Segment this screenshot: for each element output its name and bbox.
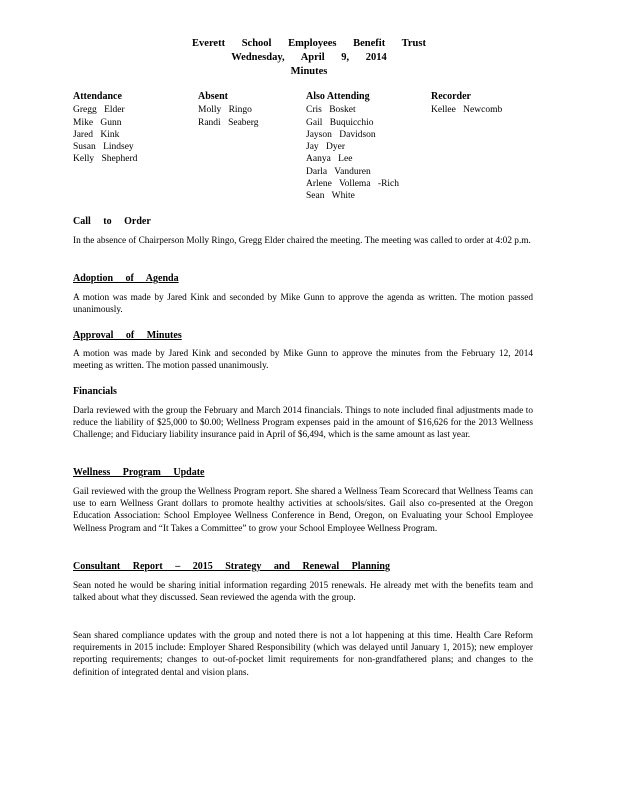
attendee-name: Kelly Shepherd — [73, 154, 138, 165]
section-paragraph: In the absence of Chairperson Molly Ringo, Gregg Elder chaired the meeting. The meeting was called to order at 4:02 p.m. — [73, 236, 531, 246]
section-heading-wellness-program-update: Wellness Program Update — [73, 467, 205, 478]
column-heading: Also Attending — [306, 91, 370, 102]
also-attending-column — [306, 91, 399, 203]
section-paragraph: Sean noted he would be sharing initial information regarding 2015 renewals. He already met with the benefits team and talked about what they discussed. Sean reviewed the agenda with the group. — [73, 581, 533, 604]
section-heading-consultant-report: Consultant Report – 2015 Strategy and Renewal Planning — [73, 561, 390, 572]
section-heading-approval-of-minutes: Approval of Minutes — [73, 330, 182, 341]
document-subtitle: Minutes — [290, 66, 328, 77]
attendee-name: Mike Gunn — [73, 117, 122, 128]
guest-name: Jayson Davidson — [306, 129, 376, 140]
section-heading-adoption-of-agenda: Adoption of Agenda — [73, 273, 179, 284]
section-paragraph: A motion was made by Jared Kink and seconded by Mike Gunn to approve the minutes from the February 12, 2014 meeting as written. The motion passed unanimously. — [73, 349, 533, 372]
absent-name: Randi Seaberg — [198, 117, 259, 128]
section-paragraph: Darla reviewed with the group the February and March 2014 financials. Things to note included final adjustments made to reduce the liability of $25,000 to $0.00; Wellness Program expenses paid in the amount of $16,626 for the 2013 Wellness Challenge; and Fiduciary liability insurance paid in April of $6,494, which is the same amount as last year. — [73, 406, 533, 441]
section-heading-call-to-order: Call to Order — [73, 216, 151, 227]
column-heading: Absent — [198, 91, 229, 102]
meeting-date: Wednesday, April 9, 2014 — [231, 52, 387, 63]
attendee-name: Susan Lindsey — [73, 142, 134, 153]
column-heading: Recorder — [431, 91, 471, 102]
absent-column — [198, 91, 259, 129]
attendee-name: Gregg Elder — [73, 105, 125, 116]
section-paragraph: A motion was made by Jared Kink and seconded by Mike Gunn to approve the agenda as written. The motion passed unanimously. — [73, 293, 533, 316]
guest-name: Gail Buquicchio — [306, 117, 374, 128]
guest-name: Aanya Lee — [306, 154, 353, 165]
section-paragraph: Sean shared compliance updates with the group and noted there is not a lot happening at this time. Health Care Reform requirements in 2015 include: Employer Shared Responsibility (which was delayed until January 1, 2015); new employer reporting requirements; changes to out-of-pocket limit requirements for non-grandfathered plans; and changes to the definition of integrated dental and vision plans. — [73, 631, 533, 678]
document-title: Everett School Employees Benefit Trust — [192, 38, 426, 49]
section-heading-financials: Financials — [73, 386, 117, 397]
guest-name: Jay Dyer — [306, 142, 346, 153]
column-heading: Attendance — [73, 91, 122, 102]
attendee-name: Jared Kink — [73, 129, 120, 140]
guest-name: Sean White — [306, 191, 355, 202]
guest-name: Cris Bosket — [306, 105, 356, 116]
guest-name: Arlene Vollema -Rich — [306, 179, 400, 190]
guest-name: Darla Vanduren — [306, 166, 371, 177]
recorder-column — [431, 91, 502, 117]
attendance-column — [73, 91, 137, 166]
recorder-name: Kellee Newcomb — [431, 105, 503, 116]
section-paragraph: Gail reviewed with the group the Wellness Program report. She shared a Wellness Team Scorecard that Wellness Teams can use to earn Wellness Grant dollars to promote healthy activities at schools/sites. Gail also co-presented at the Oregon Education Association: School Employee Wellness Conference in Bend, Oregon, on Evaluating your School Employee Wellness Program and “It Takes a Committee” to grow your School Employee Wellness Program. — [73, 487, 533, 534]
absent-name: Molly Ringo — [198, 105, 252, 116]
